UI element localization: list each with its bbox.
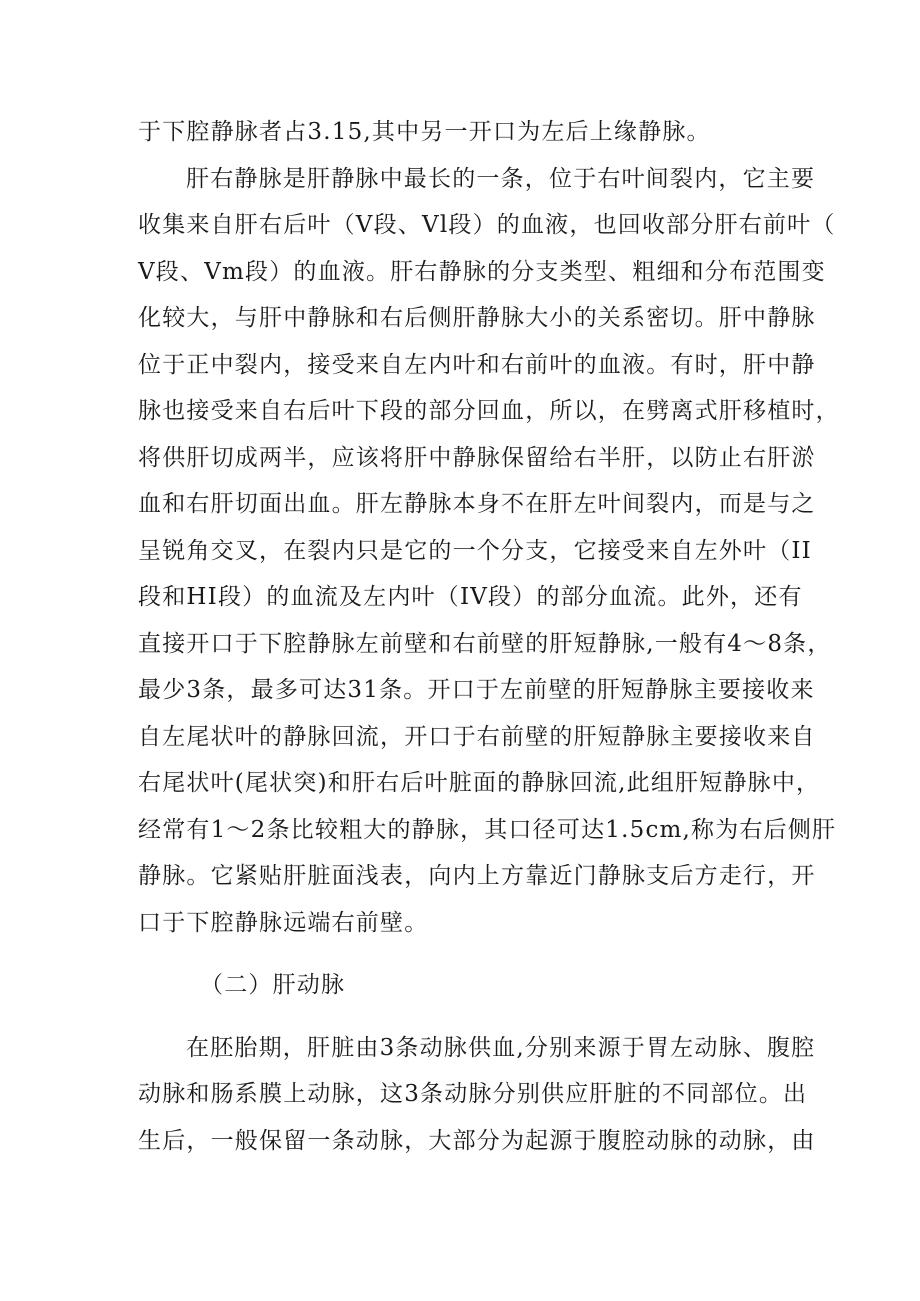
text-line: 血和右肝切面出血。肝左静脉本身不在肝左叶间裂内，而是与之	[138, 491, 816, 517]
text-line: 化较大，与肝中静脉和右后侧肝静脉大小的关系密切。肝中静脉	[138, 305, 816, 331]
text-line: 自左尾状叶的静脉回流，开口于右前壁的肝短静脉主要接收来自	[138, 724, 816, 750]
text-line: 生后，一般保留一条动脉，大部分为起源于腹腔动脉的动脉，由	[138, 1128, 816, 1154]
paragraph-start-line: 在胚胎期，肝脏由3条动脉供血,分别来源于胃左动脉、腹腔	[186, 1035, 816, 1061]
section-heading: （二）肝动脉	[200, 972, 346, 998]
text-line: 位于正中裂内，接受来自左内叶和右前叶的血液。有时，肝中静	[138, 352, 816, 378]
text-line: 呈锐角交叉，在裂内只是它的一个分支，它接受来自左外叶（II	[138, 538, 812, 564]
text-line: 于下腔静脉者占3.15,其中另一开口为左后上缘静脉。	[138, 119, 711, 145]
text-line: 最少3条，最多可达31条。开口于左前壁的肝短静脉主要接收来	[138, 677, 815, 703]
text-line: V段、Vm段）的血液。肝右静脉的分支类型、粗细和分布范围变	[138, 259, 826, 285]
text-line: 段和HI段）的血流及左内叶（IV段）的部分血流。此外，还有	[138, 584, 803, 610]
text-line: 经常有1～2条比较粗大的静脉，其口径可达1.5cm,称为右后侧肝	[138, 817, 837, 843]
text-line: 静脉。它紧贴肝脏面浅表，向内上方靠近门静脉支后方走行，开	[138, 863, 816, 889]
paragraph-start-line: 肝右静脉是肝静脉中最长的一条，位于右叶间裂内，它主要	[186, 166, 816, 192]
text-line: 直接开口于下腔静脉左前壁和右前壁的肝短静脉,一般有4～8条，	[138, 631, 832, 657]
text-line: 动脉和肠系膜上动脉，这3条动脉分别供应肝脏的不同部位。出	[138, 1081, 808, 1107]
text-line: 收集来自肝右后叶（V段、Vl段）的血液，也回收部分肝右前叶（	[138, 212, 836, 238]
text-line: 右尾状叶(尾状突)和肝右后叶脏面的静脉回流,此组肝短静脉中，	[138, 770, 821, 796]
text-line: 脉也接受来自右后叶下段的部分回血，所以，在劈离式肝移植时，	[138, 398, 840, 424]
text-line: 将供肝切成两半，应该将肝中静脉保留给右半肝，以防止右肝淤	[138, 445, 816, 471]
text-line: 口于下腔静脉远端右前壁。	[138, 910, 429, 936]
